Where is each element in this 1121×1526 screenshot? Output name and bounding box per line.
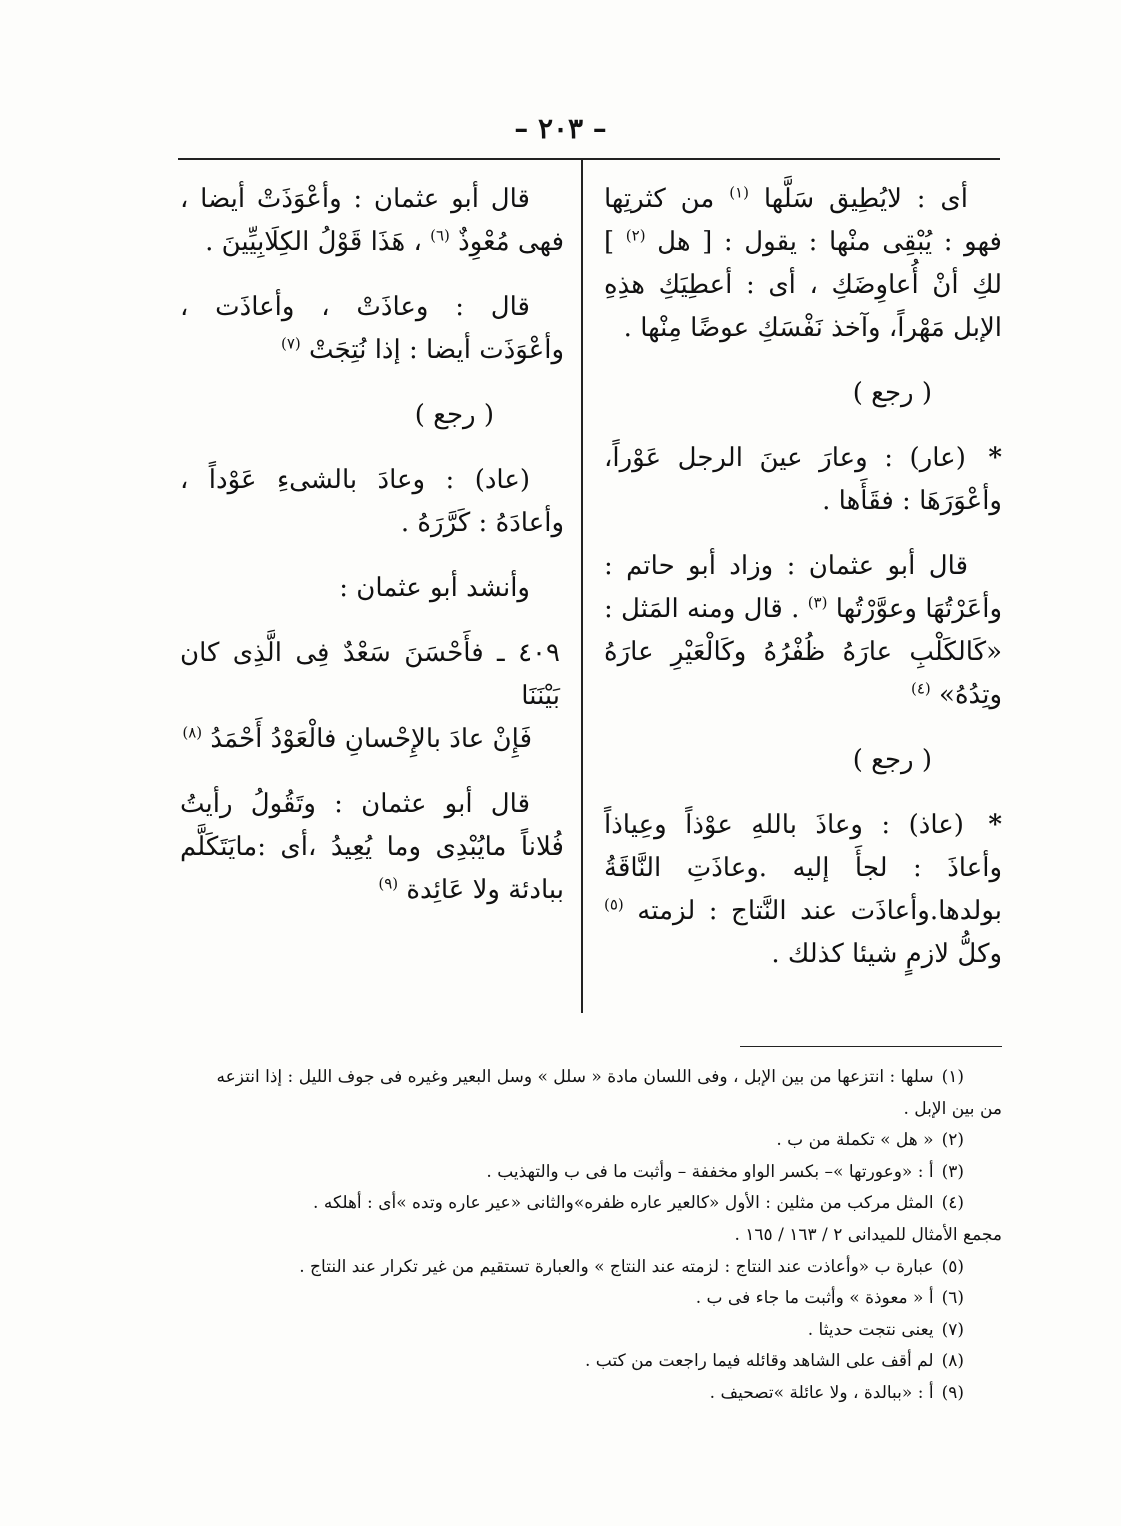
paragraph [180, 286, 564, 372]
paragraph [180, 459, 564, 545]
footnote-text: أ : «ببالدة ، ولا عائلة »تصحيف . [709, 1382, 934, 1403]
section-label: ( رجع ) [852, 745, 932, 775]
footnote-text: لم أقف على الشاهد وقائله فيما راجعت من كتب . [584, 1351, 934, 1372]
footnote-text: المثل مركب من مثلين : الأول «كالعير عاره ظفره»والثانى «عير عاره وتده »أى : أهلكه . [313, 1193, 934, 1214]
entry-paragraph [604, 437, 1002, 523]
page-number: – ٢٠٣ – [514, 112, 607, 145]
paragraph [604, 178, 1002, 350]
footnote-ref: (٣) [807, 593, 828, 612]
footnote-continuation [184, 1094, 1002, 1126]
footnote-number: (٣) [941, 1161, 964, 1182]
paragraph [180, 783, 564, 912]
text-segment: (عاد) : وعادَ بالشىءِ عَوْداً ، وأعادَهُ : كَرَّرَهُ . [180, 465, 564, 538]
footnote-ref: (٩) [378, 874, 399, 893]
paragraph [604, 545, 1002, 717]
footnote-continuation [184, 1220, 1002, 1252]
footnote [184, 1157, 1002, 1189]
section-label: ( رجع ) [852, 378, 932, 408]
entry-paragraph [604, 804, 1002, 976]
footnote-number: (١) [941, 1067, 964, 1087]
footnote-rule [740, 1046, 1002, 1047]
footnote [184, 1315, 1002, 1347]
footnote [184, 1378, 1002, 1410]
footnote-number: (٢) [941, 1130, 964, 1151]
footnote-ref: (٥) [604, 895, 624, 914]
column-divider [581, 160, 583, 1013]
footnote-number: (٩) [941, 1382, 964, 1403]
footnote [184, 1283, 1002, 1315]
footnote-number: (٤) [941, 1193, 964, 1214]
text-segment: وكلُّ لازمٍ شيئا كذلك . [771, 939, 1002, 969]
text-segment: (عار) : وعارَ عينَ الرجل عَوْراً، وأعْوَرَهَا : فقَأَها . [604, 443, 1002, 516]
footnote-ref: (٢) [625, 226, 646, 245]
text-segment: قال أبو عثمان : وزاد أبو حاتم : وأعَرْتُهَا وعوَّرْتُها [604, 551, 1003, 624]
footnote-number: (٦) [941, 1288, 964, 1309]
footnote [184, 1062, 1002, 1094]
verse-first-hemistich: ٤٠٩ ـ فأَحْسَنَ سَعْدٌ فِى الَّذِى كان بَيْنَنَا [180, 638, 560, 711]
right-column [604, 178, 1002, 998]
footnote-number: (٨) [941, 1351, 964, 1372]
top-rule [178, 158, 1000, 160]
footnote [184, 1252, 1002, 1284]
text-segment: قال : وعاذَتْ ، وأعاذَت ، وأعْوَذَت أيضا : إذا نُتِجَتْ [180, 292, 564, 365]
text-segment: ] لكِ أنْ أُعاوِضَكِ ، أى : أعطِيَكِ هذِهِ الإبل مَهْراً، وآخذ نَفْسَكِ عوضًا مِنْها . [604, 227, 1002, 343]
text-segment: . قال ومنه المَثل : «كَالكَلْبِ عارَهُ ظُفْرُهُ وكَالْعَيْرِ عارَهُ وتِدُهُ» [604, 594, 1002, 710]
footnote [184, 1346, 1002, 1378]
text-segment: قال أبو عثمان : وأعْوَذَتْ أيضا ، فهى مُعْوِذٌ [180, 184, 564, 257]
footnote-ref: (٧) [281, 334, 301, 353]
footnote-text: من بين الإبل . [903, 1098, 1002, 1119]
footnote-text: عبارة ب «وأعاذت عند النتاج : لزمته عند النتاج » والعبارة تستقيم من غير تكرار عند النتاج . [299, 1256, 934, 1277]
text-segment: فَإِنْ عادَ بالإِحْسانِ فالْعَوْدُ أَحْمَدُ [210, 724, 532, 754]
paragraph [180, 178, 564, 264]
footnote-number: (٥) [941, 1256, 964, 1277]
text-segment: من كثرتِها فهو : يُبْقِى منْها : يقول : [ هل [604, 184, 1002, 257]
footnote-ref: (١) [729, 183, 749, 202]
footnote-ref: (٨) [182, 723, 203, 742]
footnote-text: سلها : انتزعها من بين الإبل ، وفى اللسان مادة « سلل » وسل البعير وغيره فى جوف الليل : إذا انتزعه [216, 1067, 934, 1087]
footnote-ref: (٦) [430, 226, 450, 245]
footnote-ref: (٤) [910, 679, 931, 698]
verse-second-hemistich [180, 718, 560, 761]
text-segment: ، هَذَا قَوْلُ الكِلَابِيِّينَ . [205, 227, 422, 257]
asterisk-icon: * [988, 810, 1003, 840]
paragraph [180, 567, 564, 610]
footnote-number: (٧) [941, 1319, 964, 1340]
footnote-text: « هل » تكملة من ب . [776, 1130, 934, 1151]
asterisk-icon: * [988, 443, 1002, 473]
text-segment: أى : لايُطِيق سَلَّها [763, 184, 969, 214]
text-segment: قال أبو عثمان : وتَقُولُ رأيتُ فُلاناً مايُبْدِى وما يُعِيدُ ،أى :مايَتَكَلَّم ببادئة ولا عَائِدة [180, 789, 564, 905]
poetry-verse [180, 632, 564, 761]
footnote [184, 1188, 1002, 1220]
left-column [180, 178, 564, 934]
footnote-text: أ « معوذة » وأثبت ما جاء فى ب . [695, 1288, 934, 1309]
footnote-text: مجمع الأمثال للميدانى ٢ / ١٦٣ / ١٦٥ . [734, 1224, 1002, 1245]
text-segment: (عاذ) : وعاذَ باللهِ عوْذاً وعِياذاً وأعاذَ : لجأَ إليه .وعاذَتِ النَّاقَةُ بولدها.وأعاذَت عند النَّتاج : لزمته [604, 810, 1002, 926]
footnote-text: أ : «وعورتها »– بكسر الواو مخففة – وأثبت ما فى ب والتهذيب . [486, 1161, 934, 1182]
section-label: ( رجع ) [414, 400, 494, 430]
footnote-text: يعنى نتجت حديثا . [807, 1319, 934, 1340]
text-segment: وأنشد أبو عثمان : [339, 573, 530, 603]
footnotes [184, 1062, 1002, 1410]
footnote [184, 1125, 1002, 1157]
